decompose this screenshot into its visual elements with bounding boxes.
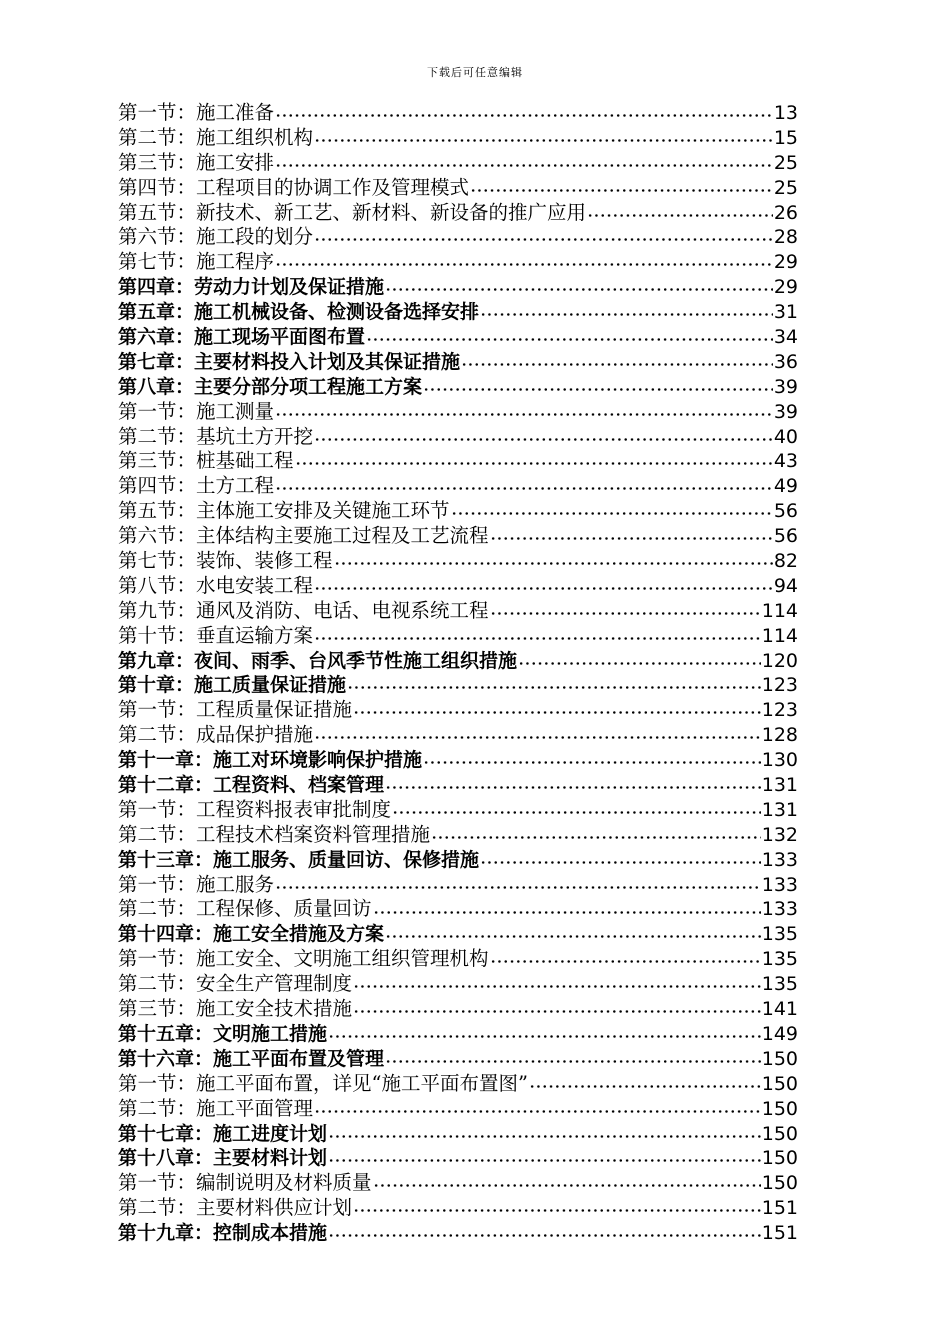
toc-section-entry[interactable]	[118, 449, 798, 474]
toc-page-number: 34	[773, 326, 798, 348]
toc-entry-title: 第一节：施工安全、文明施工组织管理机构	[118, 947, 489, 971]
toc-chapter-entry[interactable]	[118, 773, 798, 798]
toc-dot-leader	[328, 1122, 761, 1147]
toc-entry-title: 第五节：主体施工安排及关键施工环节	[118, 499, 450, 523]
toc-page-number: 114	[761, 599, 798, 622]
toc-dot-leader	[275, 400, 773, 425]
toc-chapter-entry[interactable]	[118, 1047, 798, 1072]
toc-page-number: 123	[761, 674, 798, 697]
toc-page-number: 141	[761, 998, 798, 1021]
toc-entry-title: 第十五章：文明施工措施	[118, 1022, 328, 1045]
toc-entry-title: 第四章：劳动力计划及保证措施	[118, 276, 385, 299]
toc-dot-leader	[295, 449, 773, 474]
toc-dot-leader	[314, 126, 773, 151]
toc-dot-leader	[373, 1171, 761, 1196]
toc-section-entry[interactable]	[118, 947, 798, 972]
toc-page-number: 56	[773, 500, 798, 523]
toc-page-number: 40	[773, 425, 798, 448]
toc-page-number: 135	[761, 948, 798, 971]
toc-page-number: 29	[773, 276, 798, 299]
toc-page-number: 150	[761, 1072, 798, 1095]
toc-chapter-entry[interactable]	[118, 375, 798, 400]
toc-entry-title: 第十八章：主要材料计划	[118, 1147, 328, 1170]
toc-chapter-entry[interactable]	[118, 325, 798, 350]
toc-entry-title: 第二节：主要材料供应计划	[118, 1196, 353, 1220]
page-header: 下载后可任意编辑	[427, 66, 523, 79]
toc-entry-title: 第六节：主体结构主要施工过程及工艺流程	[118, 524, 489, 548]
toc-dot-leader	[366, 325, 773, 350]
toc-entry-title: 第一节：施工平面布置，详见“施工平面布置图”	[118, 1071, 528, 1095]
toc-chapter-entry[interactable]	[118, 1221, 798, 1246]
toc-page-number: 132	[761, 823, 798, 846]
toc-dot-leader	[314, 574, 773, 599]
toc-dot-leader	[518, 649, 761, 674]
toc-entry-title: 第二节：工程保修、质量回访	[118, 897, 372, 921]
toc-dot-leader	[385, 922, 761, 947]
toc-dot-leader	[275, 474, 773, 499]
toc-dot-leader	[490, 524, 773, 549]
toc-section-entry[interactable]	[118, 250, 798, 275]
toc-page-number: 135	[761, 923, 798, 946]
toc-dot-leader	[275, 151, 773, 176]
toc-dot-leader	[314, 1097, 761, 1122]
toc-page-number: 130	[761, 749, 798, 772]
toc-section-entry[interactable]	[118, 698, 798, 723]
toc-dot-leader	[385, 1047, 761, 1072]
toc-entry-title: 第十节：垂直运输方案	[118, 623, 314, 647]
toc-chapter-entry[interactable]	[118, 300, 798, 325]
toc-entry-title: 第二节：施工组织机构	[118, 125, 314, 149]
toc-section-entry[interactable]	[118, 823, 798, 848]
toc-section-entry[interactable]	[118, 599, 798, 624]
toc-dot-leader	[353, 997, 761, 1022]
toc-page-number: 39	[773, 400, 798, 423]
toc-dot-leader	[385, 773, 761, 798]
toc-page-number: 128	[761, 724, 798, 747]
toc-page-number: 28	[773, 226, 798, 249]
toc-page-number: 149	[761, 1022, 798, 1045]
toc-entry-title: 第七章：主要材料投入计划及其保证措施	[118, 350, 461, 373]
toc-chapter-entry[interactable]	[118, 649, 798, 674]
toc-page-number: 131	[761, 774, 798, 797]
toc-section-entry[interactable]	[118, 723, 798, 748]
toc-entry-title: 第六章：施工现场平面图布置	[118, 326, 366, 348]
toc-page-number: 29	[773, 251, 798, 274]
toc-chapter-entry[interactable]	[118, 275, 798, 300]
toc-page-number: 49	[773, 475, 798, 498]
toc-page-number: 133	[761, 898, 798, 921]
toc-chapter-entry[interactable]	[118, 922, 798, 947]
toc-entry-title: 第五章：施工机械设备、检测设备选择安排	[118, 301, 480, 324]
toc-dot-leader	[328, 1221, 761, 1246]
toc-entry-title: 第八节：水电安装工程	[118, 573, 314, 597]
toc-section-entry[interactable]	[118, 873, 798, 898]
toc-section-entry[interactable]	[118, 898, 798, 923]
toc-page-number: 94	[773, 574, 798, 597]
toc-section-entry[interactable]	[118, 524, 798, 549]
toc-chapter-entry[interactable]	[118, 748, 798, 773]
toc-section-entry[interactable]	[118, 972, 798, 997]
toc-section-entry[interactable]	[118, 151, 798, 176]
toc-page-number: 131	[761, 798, 798, 821]
toc-page-number: 123	[761, 699, 798, 722]
toc-dot-leader	[529, 1072, 761, 1097]
toc-section-entry[interactable]	[118, 798, 798, 823]
toc-entry-title: 第十四章：施工安全措施及方案	[118, 923, 385, 946]
toc-page-number: 114	[761, 624, 798, 647]
toc-entry-title: 第一节：施工测量	[118, 399, 275, 423]
toc-page-number: 120	[761, 649, 798, 672]
toc-page-number: 25	[773, 151, 798, 174]
toc-entry-title: 第三节：桩基础工程	[118, 449, 294, 473]
toc-dot-leader	[480, 300, 773, 325]
toc-entry-title: 第十六章：施工平面布置及管理	[118, 1047, 385, 1070]
toc-section-entry[interactable]	[118, 1171, 798, 1196]
toc-dot-leader	[451, 499, 773, 524]
toc-page-number: 31	[773, 301, 798, 324]
toc-dot-leader	[353, 698, 761, 723]
toc-dot-leader	[328, 1022, 761, 1047]
toc-entry-title: 第五节：新技术、新工艺、新材料、新设备的推广应用	[118, 200, 587, 224]
toc-entry-title: 第一节：施工服务	[118, 872, 275, 896]
toc-section-entry[interactable]	[118, 400, 798, 425]
toc-dot-leader	[334, 549, 773, 574]
toc-page-number: 36	[773, 350, 798, 373]
toc-section-entry[interactable]	[118, 126, 798, 151]
toc-dot-leader	[275, 250, 773, 275]
toc-entry-title: 第十章：施工质量保证措施	[118, 674, 347, 697]
toc-chapter-entry[interactable]	[118, 673, 798, 698]
toc-page-number: 82	[773, 550, 798, 573]
toc-dot-leader	[328, 1146, 761, 1171]
toc-section-entry[interactable]	[118, 1072, 798, 1097]
toc-section-entry[interactable]	[118, 176, 798, 201]
toc-dot-leader	[490, 947, 761, 972]
toc-dot-leader	[490, 599, 761, 624]
toc-entry-title: 第一节：施工准备	[118, 100, 275, 124]
toc-chapter-entry[interactable]	[118, 1022, 798, 1047]
toc-page-number: 150	[761, 1172, 798, 1195]
toc-dot-leader	[275, 873, 761, 898]
toc-section-entry[interactable]	[118, 1196, 798, 1221]
toc-page-number: 133	[761, 873, 798, 896]
toc-entry-title: 第二节：施工平面管理	[118, 1096, 314, 1120]
toc-entry-title: 第十二章：工程资料、档案管理	[118, 774, 385, 797]
toc-section-entry[interactable]	[118, 499, 798, 524]
toc-entry-title: 第二节：成品保护措施	[118, 723, 314, 747]
toc-entry-title: 第一节：工程资料报表审批制度	[118, 797, 392, 821]
toc-section-entry[interactable]	[118, 101, 798, 126]
toc-dot-leader	[353, 1196, 761, 1221]
toc-section-entry[interactable]	[118, 624, 798, 649]
toc-entry-title: 第三节：施工安排	[118, 150, 275, 174]
toc-section-entry[interactable]	[118, 997, 798, 1022]
toc-chapter-entry[interactable]	[118, 848, 798, 873]
toc-dot-leader	[314, 723, 761, 748]
toc-chapter-entry[interactable]	[118, 350, 798, 375]
toc-entry-title: 第八章：主要分部分项工程施工方案	[118, 375, 423, 398]
toc-page-number: 150	[761, 1047, 798, 1070]
toc-section-entry[interactable]	[118, 425, 798, 450]
toc-page-number: 56	[773, 525, 798, 548]
toc-entry-title: 第二节：基坑土方开挖	[118, 424, 314, 448]
toc-chapter-entry[interactable]	[118, 1122, 798, 1147]
toc-dot-leader	[314, 225, 773, 250]
toc-entry-title: 第三节：施工安全技术措施	[118, 997, 353, 1021]
toc-entry-title: 第二节：安全生产管理制度	[118, 972, 353, 996]
toc-entry-title: 第十三章：施工服务、质量回访、保修措施	[118, 848, 480, 871]
toc-dot-leader	[353, 972, 761, 997]
toc-dot-leader	[385, 275, 773, 300]
toc-entry-title: 第十七章：施工进度计划	[118, 1122, 328, 1145]
toc-page-number: 135	[761, 973, 798, 996]
toc-section-entry[interactable]	[118, 574, 798, 599]
toc-page-number: 150	[761, 1122, 798, 1145]
toc-section-entry[interactable]	[118, 474, 798, 499]
toc-entry-title: 第十九章：控制成本措施	[118, 1222, 328, 1245]
toc-entry-title: 第一节：编制说明及材料质量	[118, 1171, 372, 1195]
toc-page-number: 13	[773, 101, 798, 124]
toc-page-number: 150	[761, 1147, 798, 1170]
toc-page-number: 151	[761, 1197, 798, 1220]
toc-section-entry[interactable]	[118, 549, 798, 574]
toc-page-number: 39	[773, 375, 798, 398]
toc-entry-title: 第六节：施工段的划分	[118, 225, 314, 249]
toc-dot-leader	[314, 425, 773, 450]
toc-entry-title: 第十一章：施工对环境影响保护措施	[118, 749, 423, 772]
toc-entry-title: 第九节：通风及消防、电话、电视系统工程	[118, 598, 489, 622]
toc-section-entry[interactable]	[118, 225, 798, 250]
toc-section-entry[interactable]	[118, 1097, 798, 1122]
toc-dot-leader	[587, 201, 773, 226]
toc-dot-leader	[275, 101, 773, 126]
toc-entry-title: 第四节：土方工程	[118, 474, 275, 498]
toc-chapter-entry[interactable]	[118, 1146, 798, 1171]
toc-entry-title: 第七节：装饰、装修工程	[118, 549, 333, 573]
table-of-contents	[118, 101, 798, 1246]
toc-dot-leader	[423, 375, 773, 400]
toc-page-number: 26	[773, 201, 798, 224]
toc-dot-leader	[470, 176, 773, 201]
toc-dot-leader	[347, 673, 761, 698]
toc-dot-leader	[423, 748, 761, 773]
toc-dot-leader	[431, 823, 761, 848]
toc-dot-leader	[392, 798, 761, 823]
toc-entry-title: 第二节：工程技术档案资料管理措施	[118, 822, 431, 846]
toc-dot-leader	[461, 350, 773, 375]
toc-page-number: 151	[761, 1222, 798, 1245]
toc-entry-title: 第一节：工程质量保证措施	[118, 698, 353, 722]
toc-page-number: 133	[761, 848, 798, 871]
toc-dot-leader	[314, 624, 761, 649]
toc-entry-title: 第四节：工程项目的协调工作及管理模式	[118, 175, 470, 199]
toc-dot-leader	[480, 848, 761, 873]
toc-page-number: 150	[761, 1097, 798, 1120]
toc-entry-title: 第九章：夜间、雨季、台风季节性施工组织措施	[118, 649, 518, 672]
toc-section-entry[interactable]	[118, 201, 798, 226]
toc-page-number: 25	[773, 176, 798, 199]
toc-dot-leader	[373, 898, 761, 923]
toc-page-number: 43	[773, 450, 798, 473]
toc-entry-title: 第七节：施工程序	[118, 250, 275, 274]
toc-page-number: 15	[773, 126, 798, 149]
